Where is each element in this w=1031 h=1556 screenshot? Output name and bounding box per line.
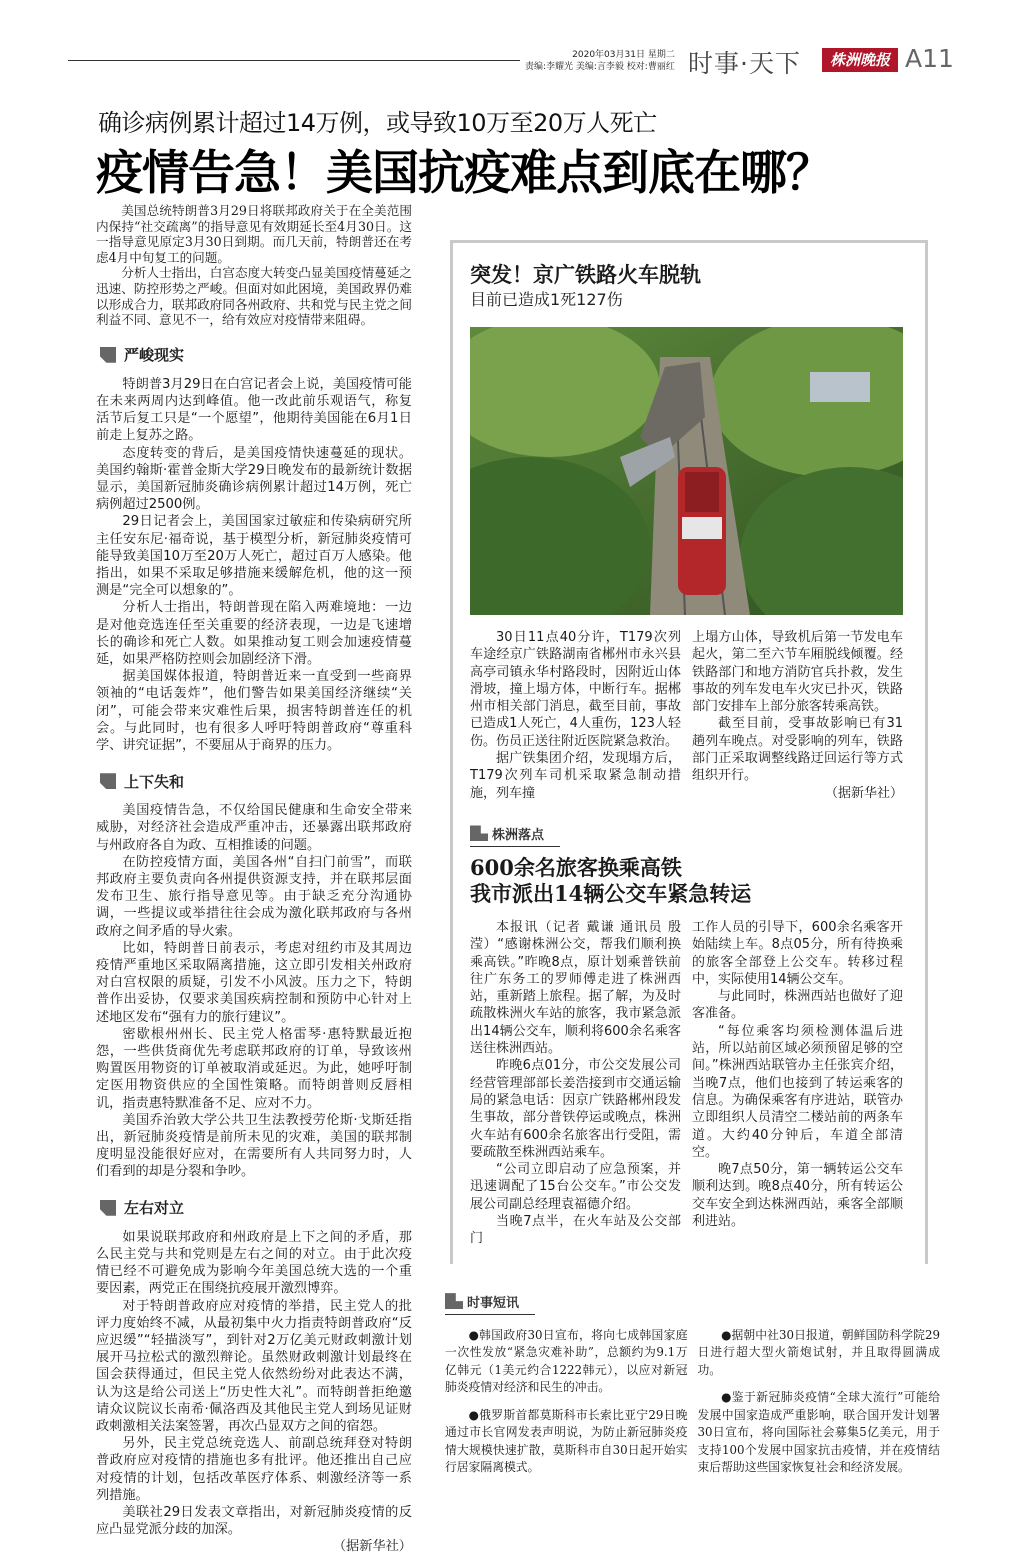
paragraph: 上塌方山体，导致机后第一节发电车起火，第二至六节车厢脱线倾覆。经铁路部门和地方消防官兵扑救，发生事故的列车发电车火灾已扑灭，铁路部门安排车上部分旅客转乘高铁。 — [692, 630, 903, 715]
section-name: 时事·天下 — [688, 49, 801, 78]
lead-paragraph: 美国总统特朗普3月29日将联邦政府关于在全美范围内保持“社交疏离”的指导意见有效期延长至4月30日。这一指导意见原定3月30日到期。而几天前，特朗普还在考虑4月中旬复工的问题。 — [96, 203, 412, 265]
derailment-photo — [470, 327, 903, 615]
paragraph: 美联社29日发表文章指出，对新冠肺炎疫情的反应凸显党派分歧的加深。 — [96, 1504, 412, 1538]
zhuzhou-column-2 — [692, 919, 903, 1248]
paragraph: 比如，特朗普日前表示，考虑对纽约市及其周边疫情严重地区采取隔离措施，这立即引发相关州政府对白宫权限的质疑，引发不小风波。压力之下，特朗普作出妥协，仅要求美国疾病控制和预防中心针对上述地区发布“强有力的旅行建议”。 — [96, 940, 412, 1025]
tag-arrow-icon — [445, 1293, 463, 1309]
rail-column-2 — [692, 629, 903, 802]
source-credit: （据新华社） — [824, 785, 903, 801]
editor-credits: 责编:李耀光 美编:言李毅 校对:曹丽红 — [525, 62, 675, 72]
sidebar-box — [450, 240, 928, 1264]
paragraph: 密歇根州州长、民主党人格雷琴·惠特默最近抱怨，一些供货商优先考虑联邦政府的订单，导致该州购置医用物资的订单被取消或延迟。为此，她呼吁制定医用物资供应的全国性策略。而特朗普则反唇相讥，指责惠特默准备不足、应对不力。 — [96, 1026, 412, 1111]
newspaper-logo: 株洲晚报 — [822, 48, 898, 72]
paragraph: 与此同时，株洲西站也做好了迎客准备。 — [692, 989, 903, 1022]
paragraph: 本报讯（记者 戴谦 通讯员 殷滢）“感谢株洲公交，帮我们顺利换乘高铁。”昨晚8点，原计划乘普铁前往广东务工的罗师傅走进了株洲西站，重新踏上旅程。据了解，为及时疏散株洲火车站的旅客，我市紧急派出14辆公交车，顺利将600余名乘客送往株洲西站。 — [470, 919, 681, 1057]
section-title: 严峻现实 — [124, 346, 185, 365]
paragraph: 态度转变的背后，是美国疫情快速蔓延的现状。美国约翰斯·霍普金斯大学29日晚发布的最新统计数据显示，美国新冠肺炎确诊病例累计超过14万例，死亡病例超过2500例。 — [96, 445, 412, 513]
zhuzhou-tag — [470, 824, 560, 847]
zhuzhou-columns — [470, 919, 905, 1248]
rail-column-1 — [470, 629, 681, 802]
rail-headline: 突发！京广铁路火车脱轨 — [470, 262, 701, 287]
zhuzhou-column-1 — [470, 919, 681, 1248]
section-heading — [100, 344, 412, 366]
brief-item: ●韩国政府30日宣布，将向七成韩国家庭一次性发放“紧急灾难补助”，总额约为9.1万亿韩元（1美元约合1222韩元），以应对新冠肺炎疫情对经济和民生的冲击。 — [445, 1327, 688, 1395]
news-briefs — [445, 1292, 940, 1487]
paragraph: 晚7点50分，第一辆转运公交车顺利达到。晚8点40分，所有转运公交车安全到达株洲西站，乘客全部顺利进站。 — [692, 1162, 903, 1230]
paragraph: 据广铁集团介绍，发现塌方后，T179次列车司机采取紧急制动措施，列车撞 — [470, 751, 681, 801]
paragraph: 截至目前，受事故影响已有31趟列车晚点。对受影响的列车，铁路部门正采取调整线路迂回运行等方式组织开行。 — [692, 716, 903, 784]
rail-subhead: 目前已造成1死127伤 — [470, 290, 623, 309]
header-rule — [68, 60, 520, 61]
paragraph: 当晚7点半，在火车站及公交部门 — [470, 1214, 681, 1247]
brief-item: ●据朝中社30日报道，朝鲜国防科学院29日进行超大型火箭炮试射，并且取得圆满成功。 — [697, 1327, 940, 1377]
article-headline: 疫情告急！美国抗疫难点到底在哪？ — [96, 146, 832, 201]
section-title: 上下失和 — [124, 772, 185, 791]
zhuzhou-headline — [470, 855, 905, 907]
page-number: A11 — [905, 44, 954, 73]
paragraph: 美国疫情告急，不仅给国民健康和生命安全带来威胁，对经济社会造成严重冲击，还暴露出联邦政府与州政府各自为政、互相推诿的问题。 — [96, 803, 412, 853]
header-meta — [525, 49, 675, 73]
headline-line: 我市派出14辆公交车紧急转运 — [470, 880, 752, 906]
article-subhead: 确诊病例累计超过14万例，或导致10万至20万人死亡 — [98, 109, 657, 137]
section-title: 左右对立 — [124, 1199, 185, 1218]
section-heading — [100, 1197, 412, 1219]
article-lead — [96, 203, 412, 328]
briefs-tag — [445, 1292, 535, 1315]
paragraph: 如果说联邦政府和州政府是上下之间的矛盾，那么民主党与共和党则是左右之间的对立。由于此次疫情已经不可避免成为影响今年美国总统大选的一个重要因素，两党正在围绕抗疫展开激烈博弈。 — [96, 1229, 412, 1297]
section-marker-icon — [100, 773, 116, 789]
main-article-column — [96, 203, 412, 1556]
lead-paragraph: 分析人士指出，白宫态度大转变凸显美国疫情蔓延之迅速、防控形势之严峻。但面对如此困境，美国政界仍难以形成合力，联邦政府同各州政府、共和党与民主党之间利益不同、意见不一，给有效应对疫情带来阻碍。 — [96, 265, 412, 328]
paragraph: “每位乘客均须检测体温后进站，所以站前区域必须预留足够的空间。”株洲西站联管办主任张宾介绍，当晚7点，他们也接到了转运乘客的信息。为确保乘客有序进站，联管办立即组织人员清空二楼站前的两条车道。大约40分钟后，车道全部清空。 — [692, 1023, 903, 1160]
section-body — [96, 802, 412, 1180]
paragraph: 据美国媒体报道，特朗普近来一直受到一些商界领袖的“电话轰炸”，他们警告如果美国经济继续“关闭”，可能会带来灾难性后果，损害特朗普连任的机会。与此同时，也有很多人呼吁特朗普政府“尊重科学、讲究证据”，不要屈从于商界的压力。 — [96, 669, 412, 754]
paragraph: 美国乔治敦大学公共卫生法教授劳伦斯·戈斯廷指出，新冠肺炎疫情是前所未见的灾难，美国的联邦制度明显没能很好应对，在需要所有人共同努力时，人们看到的却是分裂和争吵。 — [96, 1112, 412, 1180]
paragraph: 30日11点40分许，T179次列车途经京广铁路湖南省郴州市永兴县高亭司镇永华村路段时，因附近山体滑坡，撞上塌方体，中断行车。据郴州市相关部门消息，截至目前，事故已造成1人死亡，4人重伤，123人轻伤。伤员正送往附近医院紧急救治。 — [470, 630, 681, 749]
tag-label: 时事短讯 — [467, 1295, 520, 1311]
briefs-columns — [445, 1327, 940, 1487]
section-marker-icon — [100, 1200, 116, 1216]
paragraph: 另外，民主党总统竞选人、前副总统拜登对特朗普政府应对疫情的措施也多有批评。他还推出自己应对疫情的计划，包括改革医疗体系、刺激经济等一系列措施。 — [96, 1436, 412, 1503]
tag-label: 株洲落点 — [492, 827, 545, 843]
source-credit: （据新华社） — [332, 1539, 412, 1555]
paragraph: 对于特朗普政府应对疫情的举措，民主党人的批评力度始终不减，从最初集中火力指责特朗普政府“反应迟缓”“轻描淡写”，到针对2万亿美元财政刺激计划展开马拉松式的激烈辩论。虽然财政刺激计划最终在国会获得通过，但民主党人依然纷纷对此表达不满，认为这是给公司送上“历史性大礼”。而特朗普拒绝邀请众议院议长南希·佩洛西及其他民主党人到场见证财政刺激相关法案签署，再次凸显双方之间的宿怨。 — [96, 1298, 412, 1434]
headline-line: 600余名旅客换乘高铁 — [470, 854, 682, 880]
paragraph: 工作人员的引导下，600余名乘客开始陆续上车。8点05分，所有待换乘的旅客全部登上公交车。转移过程中，实际使用14辆公交车。 — [692, 919, 903, 987]
paragraph: 在防控疫情方面，美国各州“自扫门前雪”，而联邦政府主要负责向各州提供资源支持，并在联邦层面发布卫生、旅行指导意见等。由于缺乏充分沟通协调，一些提议或举措往往会成为激化联邦政府与各州政府之间矛盾的导火索。 — [96, 854, 412, 939]
paragraph: 昨晚6点01分，市公交发展公司经营管理部部长姜浩接到市交通运输局的紧急电话：因京广铁路郴州段发生事故，部分普铁停运或晚点，株洲火车站有600余名旅客出行受阻，需要疏散至株洲西站乘车。 — [470, 1058, 681, 1160]
paragraph: 特朗普3月29日在白宫记者会上说，美国疫情可能在未来两周内达到峰值。他一改此前乐观语气，称复活节后复工只是“一个愿望”，他期待美国能在6月1日前走上复苏之路。 — [96, 376, 412, 444]
section-marker-icon — [100, 347, 116, 363]
briefs-column-2 — [698, 1327, 941, 1487]
brief-item: ●鉴于新冠肺炎疫情“全球大流行”可能给发展中国家造成严重影响，联合国开发计划署30日宣布，将向国际社会募集5亿美元，用于支持100个发展中国家抗击疫情，并在疫情结束后帮助这些国家恢复社会和经济发展。 — [697, 1390, 940, 1475]
rail-columns — [470, 629, 905, 802]
briefs-column-1 — [445, 1327, 688, 1487]
paragraph: 分析人士指出，特朗普现在陷入两难境地：一边是对他竞选连任至关重要的经济表现，一边是飞速增长的确诊和死亡人数。如果推动复工则会加速疫情蔓延，如果严格防控则会加剧经济下滑。 — [96, 600, 412, 667]
brief-item: ●俄罗斯首都莫斯科市长索比亚宁29日晚通过市长官网发表声明说，为防止新冠肺炎疫情大规模快速扩散，莫斯科市自30日起开始实行居家隔离模式。 — [445, 1407, 688, 1475]
issue-date: 2020年03月31日 星期二 — [572, 50, 675, 60]
section-body — [96, 376, 412, 754]
paragraph: “公司立即启动了应急预案，并迅速调配了15台公交车。”市公交发展公司副总经理袁福德介绍。 — [470, 1162, 681, 1212]
section-body — [96, 1229, 412, 1556]
section-heading — [100, 770, 412, 792]
paragraph: 29日记者会上，美国国家过敏症和传染病研究所主任安东尼·福奇说，基于模型分析，新冠肺炎疫情可能导致美国10万至20万人死亡，超过百万人感染。他指出，如果不采取足够措施来缓解危机，他的这一预测是“完全可以想象的”。 — [96, 514, 412, 599]
tag-arrow-icon — [470, 825, 488, 841]
right-column — [445, 240, 940, 1487]
